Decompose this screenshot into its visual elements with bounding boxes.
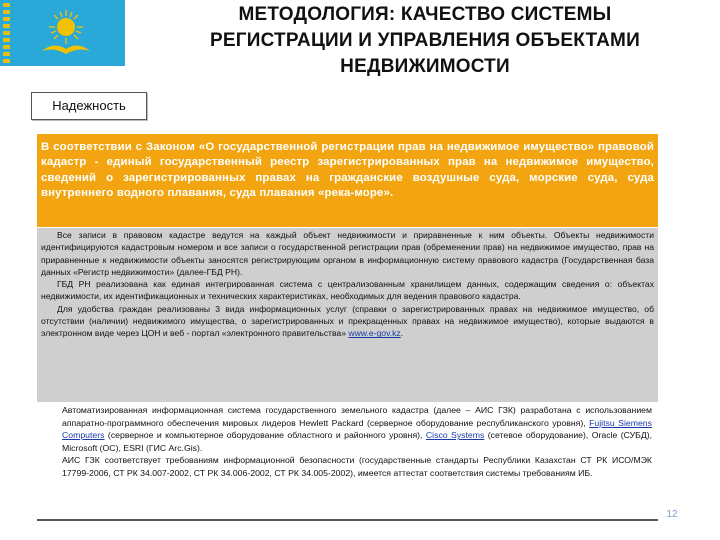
ais-paragraph-1-c: (сетевое оборудование), Oracle (СУБД), Microsoft (ОС), ESRI (ГИС Arc.Gis). <box>62 430 653 453</box>
fujitsu-link[interactable]: Fujitsu Siemens Computers <box>62 417 652 441</box>
title-line-2: РЕГИСТРАЦИИ И УПРАВЛЕНИЯ ОБЪЕКТАМИ <box>210 30 640 51</box>
details-paragraph-3-text: Для удобства граждан реализованы 3 вида информационных услуг (справки о зарегистрированных правах на недвижимое имущество, об отсутствии (наличии) недвижимого имущества, о зарегистрированных и прекращенных правах на недвижимое имущество), которые выдаются в электронном виде через ЦОН и веб - портал «электронного правительства» <box>41 303 654 339</box>
title-line-1: МЕТОДОЛОГИЯ: КАЧЕСТВО СИСТЕМЫ <box>238 4 612 25</box>
divider <box>37 519 658 521</box>
highlight-text: В соответствии с Законом «О государственной регистрации прав на недвижимое имущество» правовой кадастр - единый государственный реестр зарегистрированных прав на недвижимое имущество, сведений о зарегистрированных правах на гражданские воздушные суда, морские суда, суда внутреннего водного плавания, суда плавания «река-море». <box>41 141 654 199</box>
details-box <box>37 228 658 402</box>
kazakhstan-flag <box>0 0 125 66</box>
title-line-3: НЕДВИЖИМОСТИ <box>340 56 510 77</box>
cisco-link[interactable]: Cisco Systems <box>425 430 485 441</box>
sun-eagle-icon <box>0 0 125 66</box>
details-paragraph-2: ГБД РН реализована как единая интегрированная система с централизованным хранилищем данных, содержащим сведения о: объектах недвижимости, их идентификационных и технических характеристиках, необходимых для ведения правового кадастра. <box>41 279 654 302</box>
ais-gzk-block <box>62 404 652 480</box>
highlight-box <box>37 134 658 227</box>
ais-paragraph-1-a: Автоматизированная информационная система государственного земельного кадастра (далее – АИС ГЗК) разработана с использованием аппаратно-программного обеспечения мировых лидеров Hewlett Packard (серверное оборудование республиканского уровня), <box>62 405 652 428</box>
ais-paragraph-1-b: (серверное и компьютерное оборудование областного и районного уровня), <box>107 430 423 441</box>
ais-paragraph-1 <box>62 404 652 454</box>
details-paragraph-3 <box>41 303 654 340</box>
details-paragraph-1: Все записи в правовом кадастре ведутся на каждый объект недвижимости и приравненные к ним объекты. Объекты недвижимости идентифицируются кадастровым номером и все записи о государственной регистрации прав (обременении прав) на недвижимое имущество, прав на приравненные к недвижимости объекты заносятся регистрирующим органом в информационную систему правового кадастра (Государственная база данных «Регистр недвижимости» (далее-ГБД РН). <box>41 230 654 277</box>
page-number: 12 <box>666 509 678 520</box>
details-paragraph-3-end: . <box>400 328 404 339</box>
egov-link[interactable]: www.e-gov.kz <box>348 328 401 339</box>
page-title <box>150 2 700 80</box>
section-label: Надежность <box>31 92 147 120</box>
ais-paragraph-2: АИС ГЗК соответствует требованиям информационной безопасности (государственные стандарты Республики Казахстан СТ РК ИСО/МЭК 17799-2006, СТ РК 34.007-2002, СТ РК 34.006-2002, СТ РК 34.005-2002), имеется аттестат соответствия системы требованиям ИБ. <box>62 455 652 478</box>
